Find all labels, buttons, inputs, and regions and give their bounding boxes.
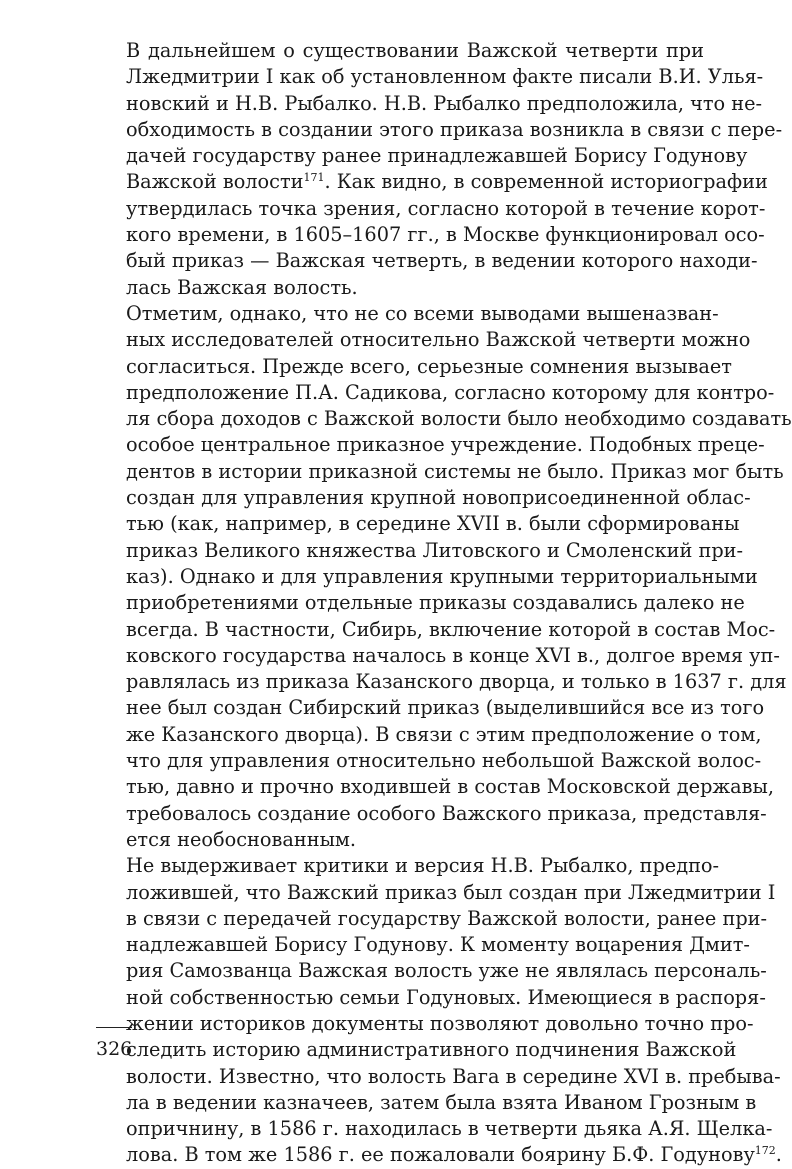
text-line: кого времени, в 1605–1607 гг., в Москве функционировал осо- [126, 223, 765, 247]
text-line: жении историков документы позволяют довольно точно про- [126, 1011, 754, 1035]
text-line: бый приказ — Важская четверть, в ведении которого находи- [126, 249, 758, 273]
text-line: приказ Великого княжества Литовского и Смоленский при- [126, 538, 744, 562]
text-line: Лжедмитрии I как об установленном факте писали В.И. Улья- [126, 65, 764, 89]
text-line: надлежавшей Борису Годунову. К моменту воцарения Дмит- [126, 933, 750, 957]
text-line: ложившей, что Важский приказ был создан при Лжедмитрии I [126, 880, 776, 904]
text-line: ется необоснованным. [126, 827, 357, 851]
text-line: приобретениями отдельные приказы создавались далеко не [126, 591, 745, 615]
text-line: опричнину, в 1586 г. находилась в четверти дьяка А.Я. Щелка- [126, 1117, 773, 1141]
text-line: согласиться. Прежде всего, серьезные сомнения вызывает [126, 354, 732, 378]
text-line: ных исследователей относительно Важской четверти можно [126, 328, 751, 352]
text-line: Отметим, однако, что не со всеми выводами вышеназван- [126, 301, 719, 325]
text-line: следить историю административного подчинения Важской [126, 1038, 737, 1062]
text-line: ла в ведении казначеев, затем была взята Иваном Грозным в [126, 1090, 757, 1114]
text-line: требовалось создание особого Важского приказа, представля- [126, 801, 767, 825]
footnote-ref-171: 171 [303, 171, 325, 185]
page-number: 326 [96, 1038, 133, 1060]
text-line: дачей государству ранее принадлежавшей Борису Годунову [126, 144, 748, 168]
text-line: ля сбора доходов с Важской волости было необходимо создавать [126, 407, 792, 431]
text-line: особое центральное приказное учреждение. Подобных преце- [126, 433, 765, 457]
text-fragment: лова. В том же 1586 г. ее пожаловали боярину Б.Ф. Годунову [126, 1143, 755, 1167]
text-line: волости. Известно, что волость Вага в середине XVI в. пребыва- [126, 1064, 781, 1088]
text-line: каз). Однако и для управления крупными территориальными [126, 564, 758, 588]
text-line: тью (как, например, в середине XVII в. были сформированы [126, 512, 740, 536]
text-line-with-footnote [96, 1142, 782, 1168]
text-line: предположение П.А. Садикова, согласно которому для контро- [126, 380, 775, 404]
text-fragment: Важской волости [126, 170, 304, 194]
text-line: Не выдерживает критики и версия Н.В. Рыбалко, предпо- [126, 854, 720, 878]
text-fragment: . [775, 1143, 782, 1167]
paragraph-3 [96, 853, 782, 1169]
text-line: в связи с передачей государству Важской волости, ранее при- [126, 906, 768, 930]
text-fragment: . Как видно, в современной историографии [324, 170, 768, 194]
text-line: всегда. В частности, Сибирь, включение которой в состав Мос- [126, 617, 776, 641]
text-line-with-footnote [96, 169, 768, 195]
text-line: ной собственностью семьи Годуновых. Имеющиеся в распоря- [126, 985, 766, 1009]
text-line: создан для управления крупной новоприсоединенной облас- [126, 486, 751, 510]
text-line: В дальнейшем о существовании Важской четверти при [126, 39, 704, 62]
text-line: утвердилась точка зрения, согласно которой в течение корот- [126, 196, 766, 220]
text-line: обходимость в создании этого приказа возникла в связи с пере- [126, 117, 783, 141]
text-line: дентов в истории приказной системы не было. Приказ мог быть [126, 459, 784, 483]
text-line: тью, давно и прочно входившей в состав Московской державы, [126, 775, 774, 799]
page-body [96, 38, 792, 1169]
text-line: же Казанского дворца). В связи с этим предположение о том, [126, 722, 762, 746]
footnote-ref-172: 172 [754, 1144, 776, 1158]
text-line: что для управления относительно небольшой Важской волос- [126, 749, 762, 773]
footer-rule [96, 1027, 132, 1028]
paragraph-2 [96, 301, 792, 853]
text-line: равлялась из приказа Казанского дворца, и только в 1637 г. для [126, 670, 787, 694]
text-line: ковского государства началось в конце XVI в., долгое время уп- [126, 643, 780, 667]
text-line: рия Самозванца Важская волость уже не являлась персональ- [126, 959, 767, 983]
text-line: новский и Н.В. Рыбалко. Н.В. Рыбалко предположила, что не- [126, 91, 763, 115]
paragraph-1 [96, 38, 783, 301]
text-line: лась Важская волость. [126, 275, 358, 299]
text-line: нее был создан Сибирский приказ (выделившийся все из того [126, 696, 765, 720]
